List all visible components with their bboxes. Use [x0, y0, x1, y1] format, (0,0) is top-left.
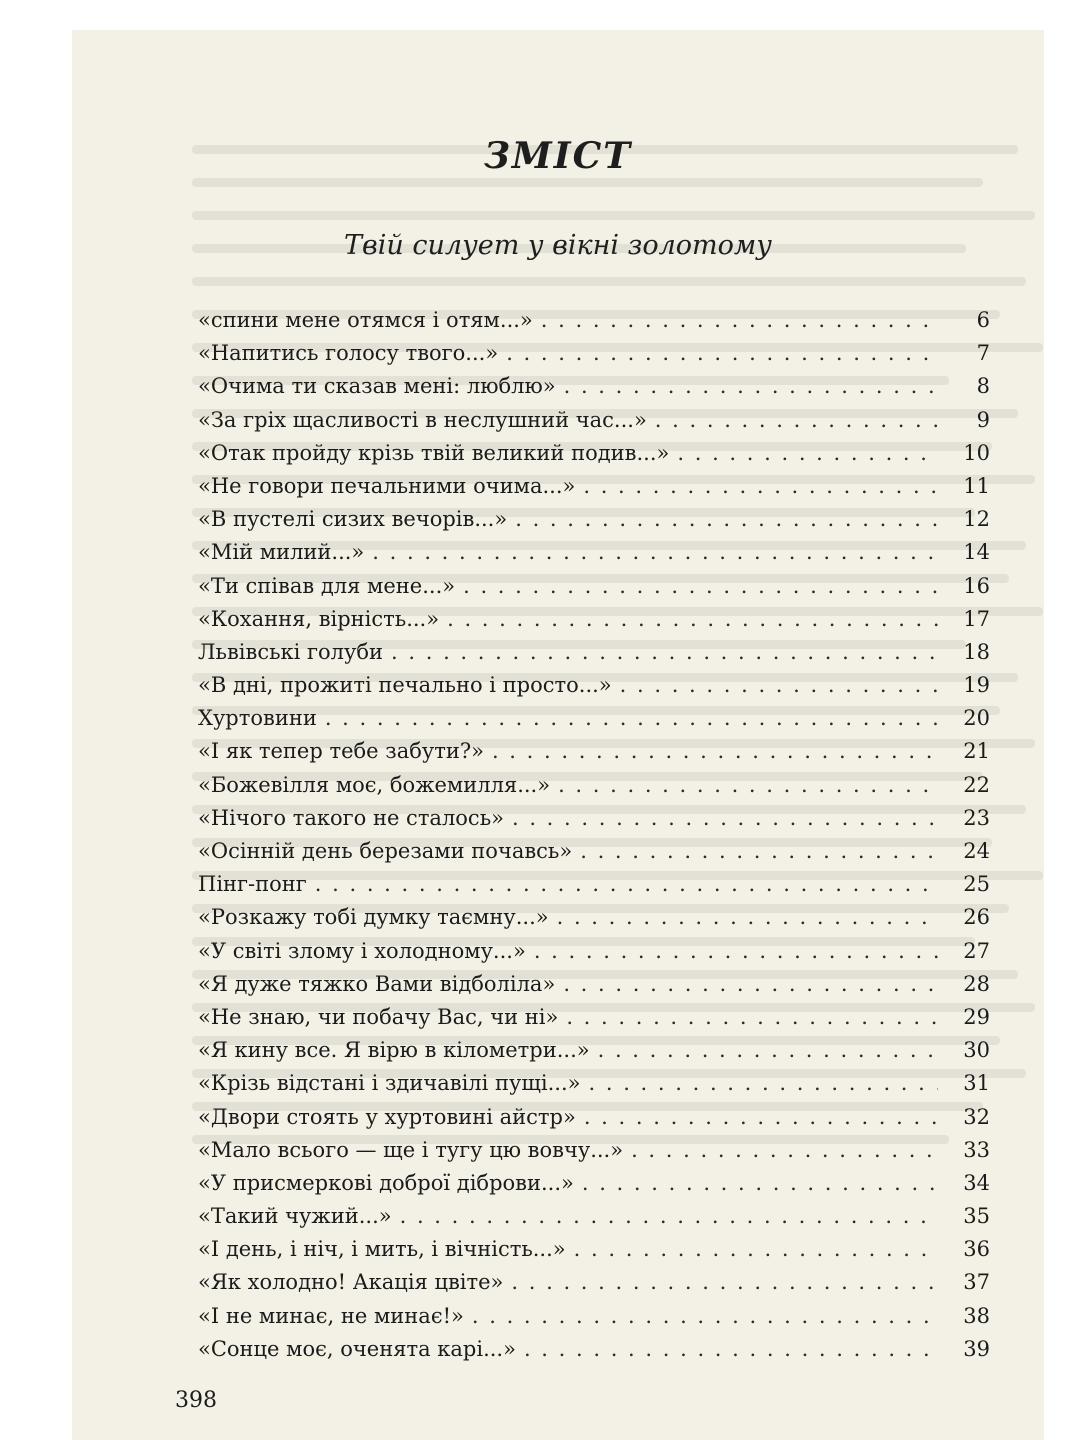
toc-entry	[198, 1333, 990, 1366]
dot-leader	[325, 702, 938, 735]
page-number: 398	[175, 1388, 217, 1413]
toc-entry-page: 20	[963, 706, 990, 731]
toc-entry-title: «У присмеркові доброї діброви...»	[198, 1170, 574, 1195]
toc-entry-title: «Ти співав для мене...»	[198, 573, 456, 598]
toc-entry	[198, 702, 990, 735]
toc-entry-page: 30	[963, 1038, 990, 1063]
toc-entry-page: 19	[963, 673, 990, 698]
toc-entry-page: 26	[963, 905, 990, 930]
toc-entry-page: 16	[963, 573, 990, 598]
toc-entry-title: «Не знаю, чи побачу Вас, чи ні»	[198, 1004, 559, 1029]
toc-entry	[198, 1067, 990, 1100]
toc-entry-page: 10	[963, 440, 990, 465]
dot-leader	[511, 1266, 938, 1299]
toc-entries	[198, 304, 990, 1366]
dot-leader	[492, 735, 938, 768]
toc-entry-title: «І не минає, не минає!»	[198, 1303, 464, 1328]
toc-entry	[198, 1200, 990, 1233]
dot-leader	[315, 868, 938, 901]
toc-entry-title: «Я кину все. Я вірю в кілометри...»	[198, 1038, 590, 1063]
toc-entry-title: «Такий чужий...»	[198, 1204, 392, 1229]
dot-leader	[472, 1300, 938, 1333]
dot-leader	[463, 570, 938, 603]
toc-entry	[198, 901, 990, 934]
toc-entry-page: 38	[963, 1303, 990, 1328]
toc-entry	[198, 636, 990, 669]
toc-entry-page: 8	[976, 374, 990, 399]
toc-entry-title: «Розкажу тобі думку таємну...»	[198, 905, 549, 930]
dot-leader	[563, 968, 938, 1001]
toc-entry-title: «Сонце моє, оченята карі...»	[198, 1336, 516, 1361]
toc-entry	[198, 669, 990, 702]
dot-leader	[583, 470, 938, 503]
toc-entry-page: 32	[963, 1104, 990, 1129]
toc-entry	[198, 1001, 990, 1034]
section-title: Твій силует у вікні золотому	[344, 230, 772, 261]
toc-entry	[198, 1101, 990, 1134]
toc-entry-title: «Мій милий...»	[198, 540, 365, 565]
toc-entry-page: 6	[976, 308, 990, 332]
dot-leader	[515, 503, 938, 536]
toc-entry	[198, 437, 990, 470]
toc-entry-page: 12	[963, 507, 990, 532]
dot-leader	[582, 1167, 938, 1200]
dot-leader	[677, 437, 938, 470]
toc-entry-page: 14	[963, 540, 990, 565]
dot-leader	[447, 603, 938, 636]
toc-entry-page: 39	[963, 1336, 990, 1361]
toc-entry	[198, 835, 990, 868]
toc-entry-page: 29	[963, 1004, 990, 1029]
dot-leader	[620, 669, 938, 702]
toc-entry-title: «Осінній день березами почавсь»	[198, 839, 573, 863]
toc-entry	[198, 337, 990, 370]
toc-entry	[198, 536, 990, 569]
toc-entry-page: 9	[976, 407, 990, 432]
toc-entry-page: 18	[963, 639, 990, 664]
dot-leader	[580, 835, 938, 868]
toc-entry-page: 17	[963, 606, 990, 631]
toc-entry	[198, 1034, 990, 1067]
toc-entry-page: 33	[963, 1137, 990, 1162]
dot-leader	[564, 370, 938, 403]
toc-entry-title: «Не говори печальними очима...»	[198, 473, 576, 498]
dot-leader	[566, 1001, 938, 1034]
dot-leader	[541, 304, 938, 337]
dot-leader	[534, 935, 938, 968]
dot-leader	[584, 1101, 938, 1134]
toc-entry-page: 31	[963, 1071, 990, 1096]
toc-entry-page: 36	[963, 1237, 990, 1262]
toc-entry-title: «Божевілля моє, божемилля...»	[198, 772, 551, 797]
toc-entry	[198, 868, 990, 901]
toc-entry-title: «Очима ти сказав мені: люблю»	[198, 374, 556, 399]
toc-entry-page: 37	[963, 1270, 990, 1295]
toc-entry-title: «спини мене отямся і отям...»	[198, 308, 533, 332]
toc-entry-title: «І як тепер тебе забути?»	[198, 739, 484, 764]
toc-entry	[198, 1300, 990, 1333]
toc-entry-page: 35	[963, 1204, 990, 1229]
toc-entry-title: «За гріх щасливості в неслушний час...»	[198, 407, 647, 432]
toc-entry	[198, 802, 990, 835]
toc-entry-page: 23	[963, 805, 990, 830]
dot-leader	[400, 1200, 938, 1233]
toc-title: ЗМІСТ	[483, 135, 633, 177]
toc-entry-title: «Я дуже тяжко Вами відболіла»	[198, 971, 556, 996]
toc-entry-page: 11	[963, 473, 990, 498]
toc-entry-title: «У світі злому і холодному...»	[198, 938, 526, 963]
dot-leader	[558, 769, 938, 802]
toc-entry	[198, 603, 990, 636]
toc-entry-title: «Отак пройду крізь твій великий подив...»	[198, 440, 670, 465]
toc-entry	[198, 968, 990, 1001]
toc-entry-page: 24	[963, 839, 990, 863]
toc-entry	[198, 503, 990, 536]
toc-entry	[198, 735, 990, 768]
toc-entry-page: 25	[963, 872, 990, 897]
book-page	[72, 30, 1044, 1440]
toc-entry-title: «Мало всього — ще і тугу цю вовчу...»	[198, 1137, 624, 1162]
dot-leader	[557, 901, 938, 934]
toc-entry	[198, 370, 990, 403]
dot-leader	[506, 337, 938, 370]
toc-entry-page: 21	[963, 739, 990, 764]
toc-entry	[198, 1266, 990, 1299]
toc-entry-title: Хуртовини	[198, 706, 317, 731]
toc-entry	[198, 470, 990, 503]
toc-entry	[198, 570, 990, 603]
toc-entry	[198, 1134, 990, 1167]
toc-entry	[198, 935, 990, 968]
toc-entry-title: «В дні, прожиті печально і просто...»	[198, 673, 612, 698]
toc-entry-title: Львівські голуби	[198, 639, 384, 664]
toc-entry-page: 7	[976, 341, 990, 366]
toc-entry	[198, 1167, 990, 1200]
dot-leader	[512, 802, 938, 835]
dot-leader	[524, 1333, 938, 1366]
toc-entry-title: «Як холодно! Акація цвіте»	[198, 1270, 504, 1295]
toc-entry-page: 34	[963, 1170, 990, 1195]
toc-entry-title: «Напитись голосу твого...»	[198, 341, 499, 366]
toc-entry	[198, 304, 990, 337]
dot-leader	[589, 1067, 939, 1100]
dot-leader	[598, 1034, 938, 1067]
toc-entry-title: Пінг-понг	[198, 872, 307, 897]
toc-entry-page: 27	[963, 938, 990, 963]
dot-leader	[655, 404, 938, 437]
dot-leader	[631, 1134, 938, 1167]
toc-entry-page: 28	[963, 971, 990, 996]
dot-leader	[574, 1233, 938, 1266]
toc-entry-title: «Кохання, вірність...»	[198, 606, 440, 631]
toc-entry	[198, 769, 990, 802]
toc-entry-title: «Крізь відстані і здичавілі пущі...»	[198, 1071, 581, 1096]
toc-entry-title: «Двори стоять у хуртовині айстр»	[198, 1104, 576, 1129]
toc-entry-title: «Нічого такого не сталось»	[198, 805, 504, 830]
toc-entry	[198, 1233, 990, 1266]
dot-leader	[372, 536, 938, 569]
toc-entry-page: 22	[963, 772, 990, 797]
toc-entry-title: «І день, і ніч, і мить, і вічність...»	[198, 1237, 566, 1262]
toc-entry	[198, 404, 990, 437]
dot-leader	[391, 636, 938, 669]
toc-entry-title: «В пустелі сизих вечорів...»	[198, 507, 508, 532]
